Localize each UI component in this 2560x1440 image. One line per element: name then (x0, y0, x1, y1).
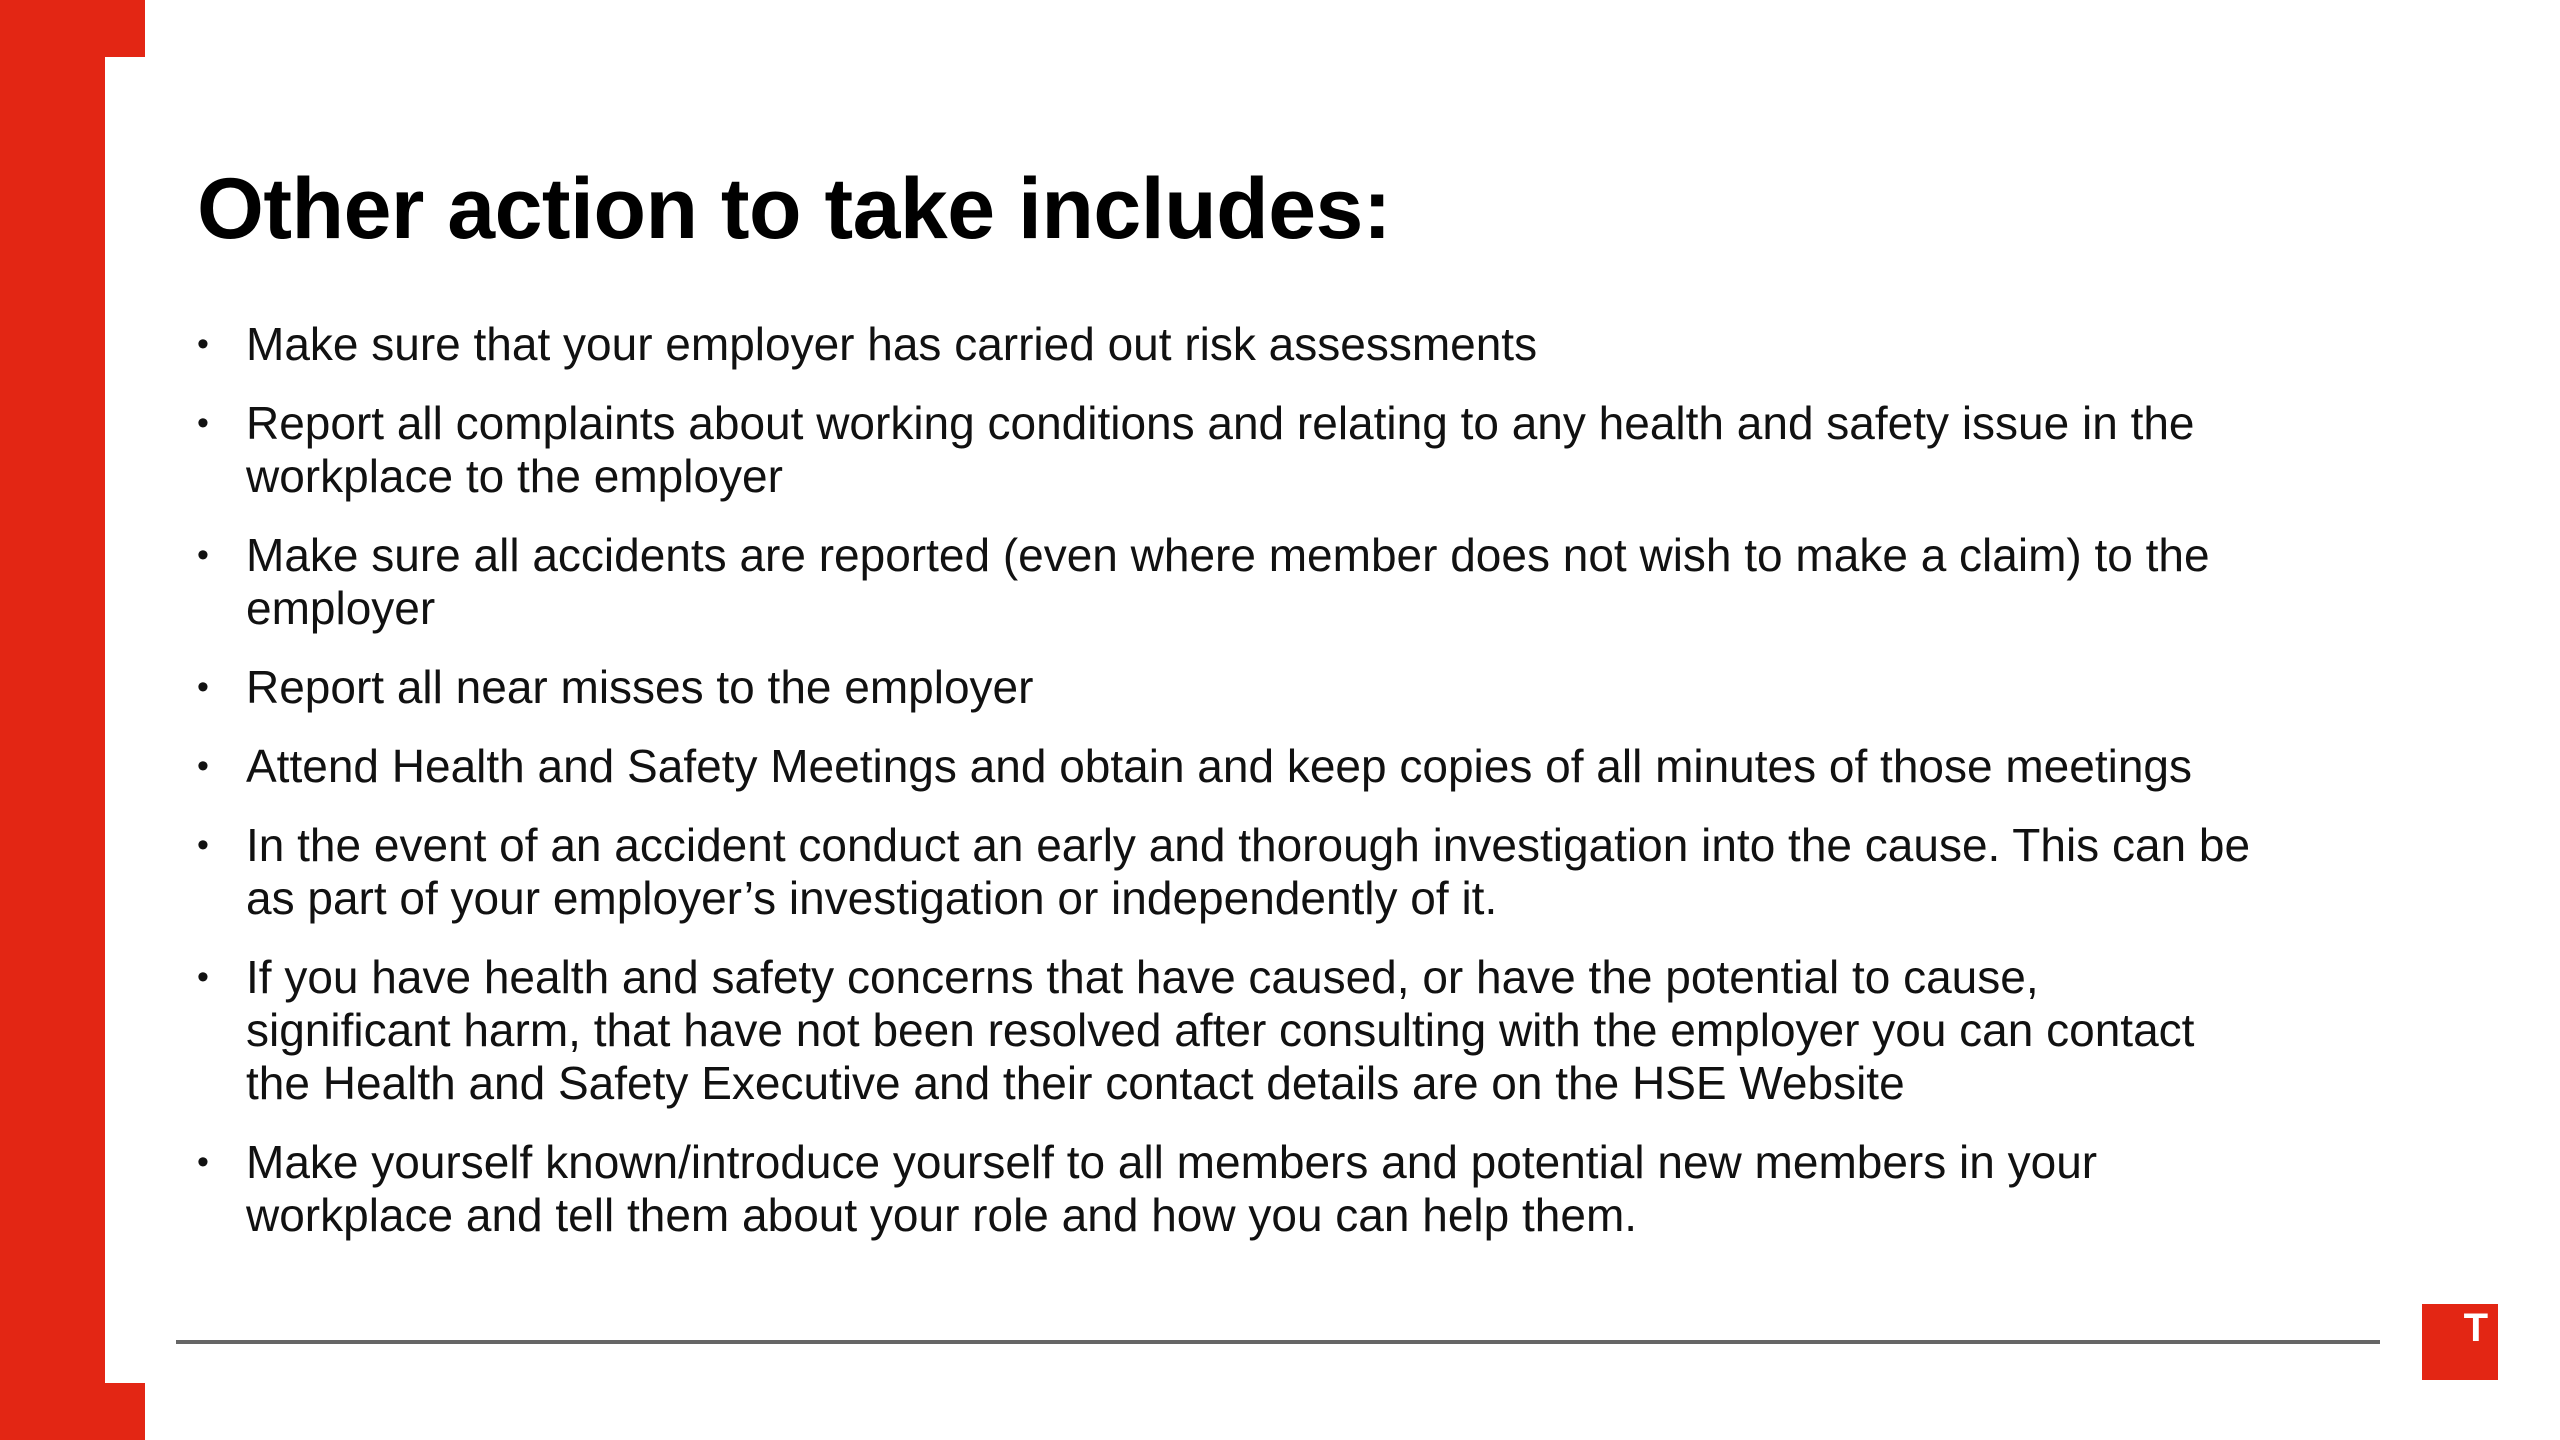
bullet-item (197, 529, 2397, 635)
bullet-text-line: In the event of an accident conduct an early and thorough investigation into the cause. This can be (246, 819, 2251, 871)
bullet-dot-icon: • (197, 958, 209, 996)
bullet-text-line: workplace and tell them about your role and how you can help them. (246, 1189, 1638, 1241)
left-accent-bar (0, 0, 105, 1440)
bullet-item (197, 661, 2397, 714)
bullet-dot-icon: • (197, 325, 209, 363)
bullet-text-line: Make sure that your employer has carried out risk assessments (246, 318, 1538, 370)
footer-divider (176, 1340, 2380, 1344)
accent-bar-top-tab (0, 0, 145, 57)
bullet-dot-icon: • (197, 668, 209, 706)
bullet-text-line: the Health and Safety Executive and their contact details are on the HSE Website (246, 1057, 1905, 1109)
bullet-text-line: Make yourself known/introduce yourself to all members and potential new members in your (246, 1136, 2098, 1188)
logo (2422, 1304, 2498, 1380)
bullet-dot-icon: • (197, 747, 209, 785)
bullet-item (197, 1136, 2397, 1242)
bullet-dot-icon: • (197, 826, 209, 864)
bullet-text-line: If you have health and safety concerns that have caused, or have the potential to cause, (246, 951, 2039, 1003)
bullet-list (197, 318, 2397, 1268)
bullet-item (197, 397, 2397, 503)
bullet-text-line: Report all near misses to the employer (246, 661, 1034, 713)
bullet-item (197, 951, 2397, 1110)
bullet-text-line: Report all complaints about working conditions and relating to any health and safety issue in the (246, 397, 2195, 449)
bullet-item (197, 740, 2397, 793)
bullet-text-line: Attend Health and Safety Meetings and obtain and keep copies of all minutes of those meetings (246, 740, 2193, 792)
accent-bar-bottom-tab (0, 1383, 145, 1440)
bullet-dot-icon: • (197, 536, 209, 574)
bullet-text-line: workplace to the employer (246, 450, 783, 502)
logo-letter: T (2463, 1306, 2488, 1350)
slide-title: Other action to take includes: (197, 161, 1391, 257)
bullet-item (197, 819, 2397, 925)
bullet-dot-icon: • (197, 1143, 209, 1181)
bullet-text-line: significant harm, that have not been resolved after consulting with the employer you can contact (246, 1004, 2195, 1056)
bullet-item (197, 318, 2397, 371)
bullet-text-line: Make sure all accidents are reported (even where member does not wish to make a claim) to the (246, 529, 2210, 581)
bullet-dot-icon: • (197, 404, 209, 442)
bullet-text-line: employer (246, 582, 436, 634)
bullet-text-line: as part of your employer’s investigation or independently of it. (246, 872, 1498, 924)
